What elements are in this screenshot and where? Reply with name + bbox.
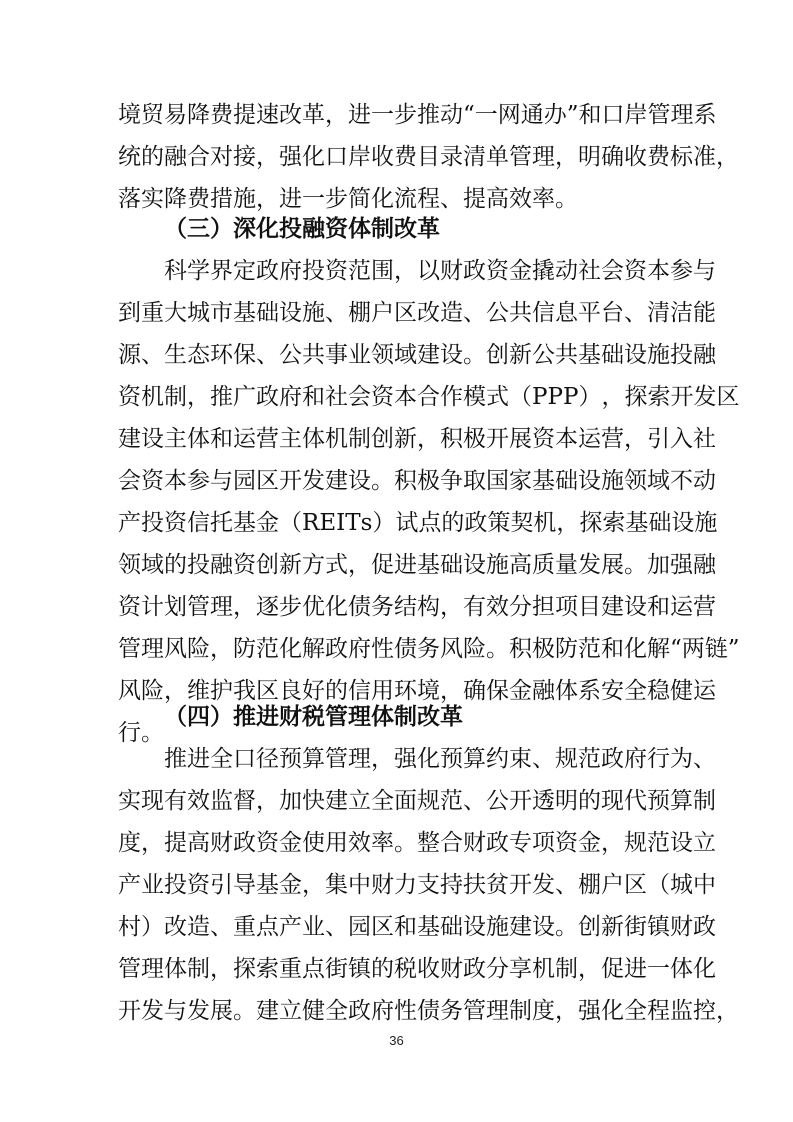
text-line: 落实降费措施，进一步简化流程、提高效率。 <box>118 186 578 212</box>
text-line: 管 理 体 制 ， 探 索 重 点 街 镇 的 税 收 财 政 分 享 机 制 ， 促 进 一 体 化 <box>118 956 716 982</box>
section-heading: （四）推进财税管理体制改革 <box>164 704 463 730</box>
text-line: 统 的 融 合 对 接 ， 强 化 口 岸 收 费 目 录 清 单 管 理 ， 明 确 收 费 标 准 ， <box>118 144 739 170</box>
text-line: 建 设 主 体 和 运 营 主 体 机 制 创 新 ， 积 极 开 展 资 本 运 营 ， 引 入 社 <box>118 426 716 452</box>
text-line: 会 资 本 参 与 园 区 开 发 建 设 。 积 极 争 取 国 家 基 础 设 施 领 域 不 动 <box>118 468 716 494</box>
text-line: 开 发 与 发 展 。 建 立 健 全 政 府 性 债 务 管 理 制 度 ， 强 化 全 程 监 控 ， <box>118 998 739 1024</box>
text-line: 到 重 大 城 市 基 础 设 施 、 棚 户 区 改 造 、 公 共 信 息 平 台 、 清 洁 能 <box>118 300 716 326</box>
text-line: 风 险 ， 维 护 我 区 良 好 的 信 用 环 境 ， 确 保 金 融 体 系 安 全 稳 健 运 <box>118 678 716 704</box>
section-3 <box>118 208 740 754</box>
text-line: 源 、 生 态 环 保 、 公 共 事 业 领 域 建 设 。 创 新 公 共 基 础 设 施 投 融 <box>118 342 716 368</box>
text-line: 科 学 界 定 政 府 投 资 范 围 ， 以 财 政 资 金 撬 动 社 会 资 本 参 与 <box>164 258 716 284</box>
text-line: 推 进 全 口 径 预 算 管 理 ， 强 化 预 算 约 束 、 规 范 政 府 行 为 、 <box>164 746 716 772</box>
page-number: 36 <box>389 1033 404 1048</box>
text-line: 产 投 资 信 托 基 金 （ R E I T s ） 试 点 的 政 策 契 机 ， 探 索 基 础 设 施 <box>118 510 718 536</box>
section-4 <box>118 696 739 1032</box>
text-line: 行。 <box>118 720 164 746</box>
text-line: 管 理 风 险 ， 防 范 化 解 政 府 性 债 务 风 险 。 积 极 防 范 和 化 解 “ 两 链 ” <box>118 636 740 662</box>
section-heading: （三）深化投融资体制改革 <box>164 216 440 242</box>
text-line: 资 机 制 ， 推 广 政 府 和 社 会 资 本 合 作 模 式 （ P P P ） ， 探 索 开 发 区 <box>118 384 740 410</box>
text-line: 村 ） 改 造 、 重 点 产 业 、 园 区 和 基 础 设 施 建 设 。 创 新 街 镇 财 政 <box>118 914 716 940</box>
text-line: 境 贸 易 降 费 提 速 改 革 ， 进 一 步 推 动 “ 一 网 通 办 ” 和 口 岸 管 理 系 <box>118 102 717 128</box>
carryover-paragraph <box>118 94 739 220</box>
text-line: 资 计 划 管 理 ， 逐 步 优 化 债 务 结 构 ， 有 效 分 担 项 目 建 设 和 运 营 <box>118 594 716 620</box>
text-line: 领 域 的 投 融 资 创 新 方 式 ， 促 进 基 础 设 施 高 质 量 发 展 。 加 强 融 <box>118 552 716 578</box>
text-line: 度 ， 提 高 财 政 资 金 使 用 效 率 。 整 合 财 政 专 项 资 金 ， 规 范 设 立 <box>118 830 716 856</box>
text-line: 产 业 投 资 引 导 基 金 ， 集 中 财 力 支 持 扶 贫 开 发 、 棚 户 区 （ 城 中 <box>118 872 716 898</box>
text-line: 实 现 有 效 监 督 ， 加 快 建 立 全 面 规 范 、 公 开 透 明 的 现 代 预 算 制 <box>118 788 716 814</box>
